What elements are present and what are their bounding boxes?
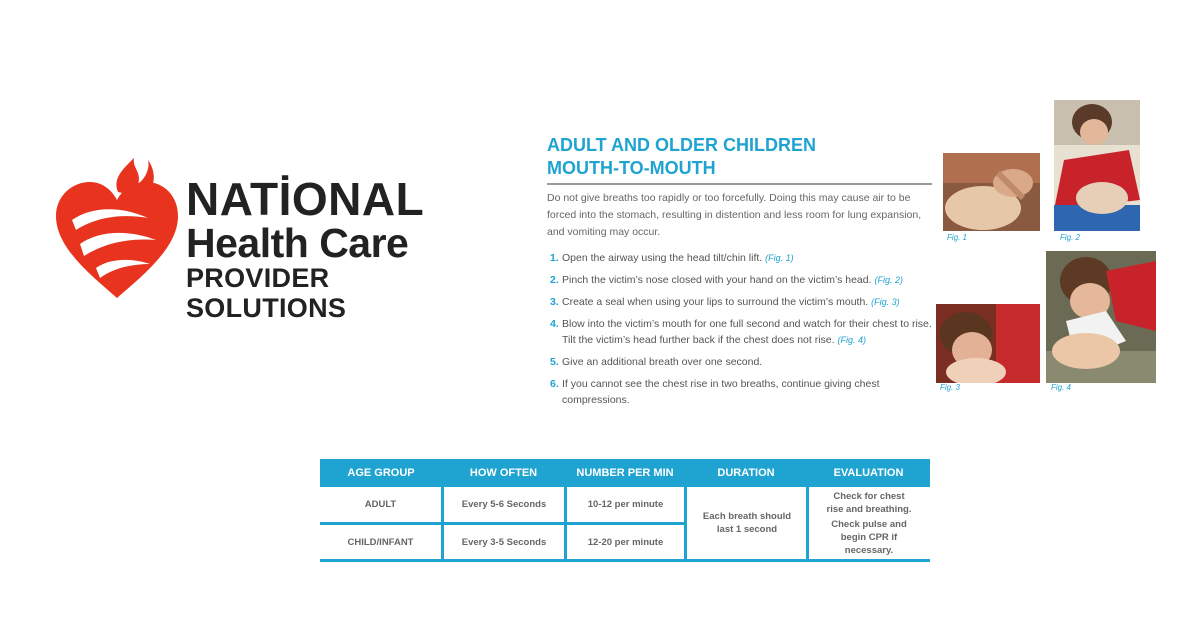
table-divider: [806, 487, 809, 562]
header-duration: DURATION: [717, 467, 775, 479]
title-line-1: ADULT AND OLDER CHILDREN: [547, 135, 816, 155]
table-row: 12-20 per minute: [587, 536, 664, 548]
intro-text: Do not give breaths too rapidly or too forcefully. Doing this may cause air to be forced into the stomach, resulting in distention and less room for lung expansion, and vomiting may occur.: [547, 192, 922, 238]
list-item: 4. Blow into the victim’s mouth for one full second and watch for their chest to rise. Tilt the victim’s head further back if the chest does not rise. (Fig. 4): [550, 318, 932, 346]
list-item: 5. Give an additional breath over one second.: [550, 356, 763, 368]
table-row: CHILD/INFANT: [347, 536, 414, 548]
header-number-per-min: NUMBER PER MIN: [576, 467, 674, 479]
figure-4-caption: Fig. 4: [1051, 383, 1072, 392]
table-row: Every 5-6 Seconds: [461, 499, 547, 510]
list-item: 2. Pinch the victim’s nose closed with your hand on the victim’s head. (Fig. 2): [550, 274, 903, 286]
figure-3-caption: Fig. 3: [940, 383, 961, 392]
evaluation-line-2: Check pulse and begin CPR if necessary.: [831, 518, 907, 556]
figure-1-photo: [943, 153, 1040, 231]
header-age-group: AGE GROUP: [347, 467, 415, 479]
evaluation-cell: [814, 487, 924, 559]
figure-2-photo: [1054, 100, 1140, 231]
evaluation-line-1: Check for chest rise and breathing.: [826, 490, 912, 515]
section-title: [547, 134, 816, 180]
list-item: 6. If you cannot see the chest rise in two breaths, continue giving chest compressions.: [550, 378, 880, 406]
title-line-2: MOUTH-TO-MOUTH: [547, 158, 716, 178]
title-divider: [547, 183, 932, 185]
figure-1-caption: Fig. 1: [947, 233, 968, 242]
list-item: 1. Open the airway using the head tilt/chin lift. (Fig. 1): [550, 252, 794, 264]
header-how-often: HOW OFTEN: [469, 467, 538, 479]
steps-list: [550, 250, 950, 414]
logo-line-provider-solutions: PROVIDER SOLUTIONS: [186, 263, 347, 323]
list-item: 3. Create a seal when using your lips to surround the victim’s mouth. (Fig. 3): [550, 296, 900, 308]
table-row: 10-12 per minute: [587, 499, 664, 510]
figure-3-photo: [936, 304, 1040, 383]
heart-flame-icon: [52, 148, 182, 300]
figure-4-photo: [1046, 251, 1156, 383]
table-divider: [320, 559, 930, 562]
table-row: ADULT: [364, 499, 397, 510]
figure-2-caption: Fig. 2: [1060, 233, 1081, 242]
duration-cell: Each breath should last 1 second: [702, 511, 792, 535]
logo-line-health-care: Health Care: [186, 220, 409, 266]
table-row: Every 3-5 Seconds: [461, 536, 547, 548]
table-header: [320, 459, 930, 487]
rescue-breathing-table: [320, 459, 930, 565]
company-logo: [52, 148, 492, 323]
header-evaluation: EVALUATION: [833, 467, 904, 479]
logo-line-national: NATİONAL: [186, 173, 425, 225]
